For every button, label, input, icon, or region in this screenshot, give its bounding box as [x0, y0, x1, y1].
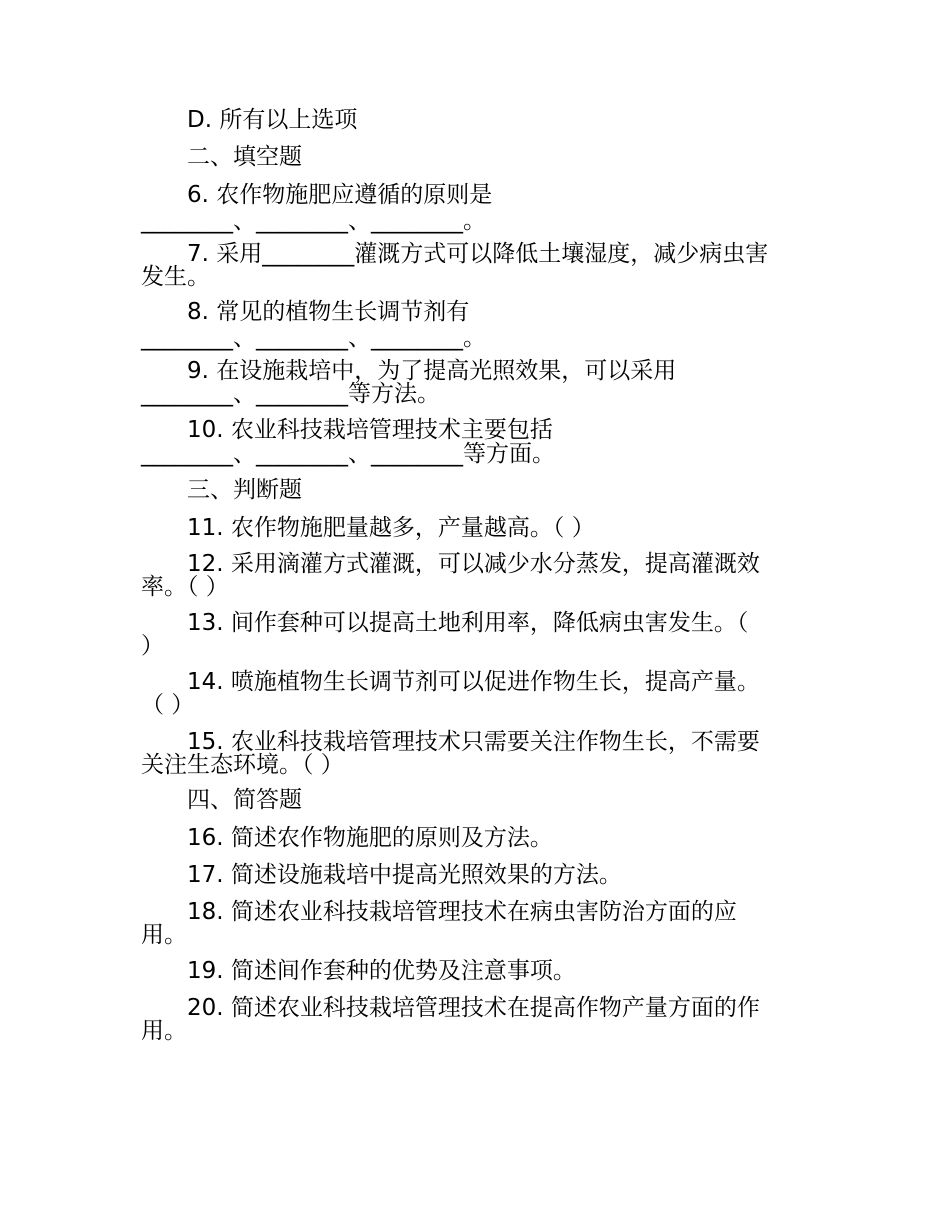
question-20: 20. 简述农业科技栽培管理技术在提高作物产量方面的作 [187, 995, 760, 1021]
option-d: D. 所有以上选项 [187, 107, 358, 133]
question-6-blanks: ________、________、________。 [141, 208, 486, 234]
question-12-cont: 率。（ ） [141, 574, 229, 600]
question-8: 8. 常见的植物生长调节剂有 [187, 299, 470, 325]
question-10-blanks: ________、________、________等方面。 [141, 441, 555, 467]
question-8-blanks: ________、________、________。 [141, 325, 486, 351]
question-10: 10. 农业科技栽培管理技术主要包括 [187, 417, 553, 443]
question-7: 7. 采用________灌溉方式可以降低土壤湿度，减少病虫害 [187, 241, 769, 267]
section-fill-in-heading: 二、填空题 [187, 144, 302, 170]
question-11: 11. 农作物施肥量越多，产量越高。（ ） [187, 515, 595, 541]
question-7-cont: 发生。 [141, 264, 210, 290]
question-12: 12. 采用滴灌方式灌溉，可以减少水分蒸发，提高灌溉效 [187, 551, 760, 577]
question-16: 16. 简述农作物施肥的原则及方法。 [187, 825, 553, 851]
question-18-cont: 用。 [141, 922, 187, 948]
question-13-cont: ） [141, 633, 164, 659]
question-15-cont: 关注生态环境。（ ） [141, 752, 344, 778]
question-19: 19. 简述间作套种的优势及注意事项。 [187, 958, 576, 984]
question-14-cont: （ ） [141, 692, 195, 718]
section-true-false-heading: 三、判断题 [187, 477, 302, 503]
question-17: 17. 简述设施栽培中提高光照效果的方法。 [187, 862, 622, 888]
question-13: 13. 间作套种可以提高土地利用率，降低病虫害发生。（ [187, 610, 749, 636]
question-9: 9. 在设施栽培中，为了提高光照效果，可以采用 [187, 358, 677, 384]
question-18: 18. 简述农业科技栽培管理技术在病虫害防治方面的应 [187, 899, 737, 925]
question-6: 6. 农作物施肥应遵循的原则是 [187, 182, 493, 208]
section-short-answer-heading: 四、简答题 [187, 787, 302, 813]
question-20-cont: 用。 [141, 1018, 187, 1044]
question-15: 15. 农业科技栽培管理技术只需要关注作物生长，不需要 [187, 729, 760, 755]
question-14: 14. 喷施植物生长调节剂可以促进作物生长，提高产量。 [187, 669, 760, 695]
question-9-blanks: ________、________等方法。 [141, 381, 440, 407]
